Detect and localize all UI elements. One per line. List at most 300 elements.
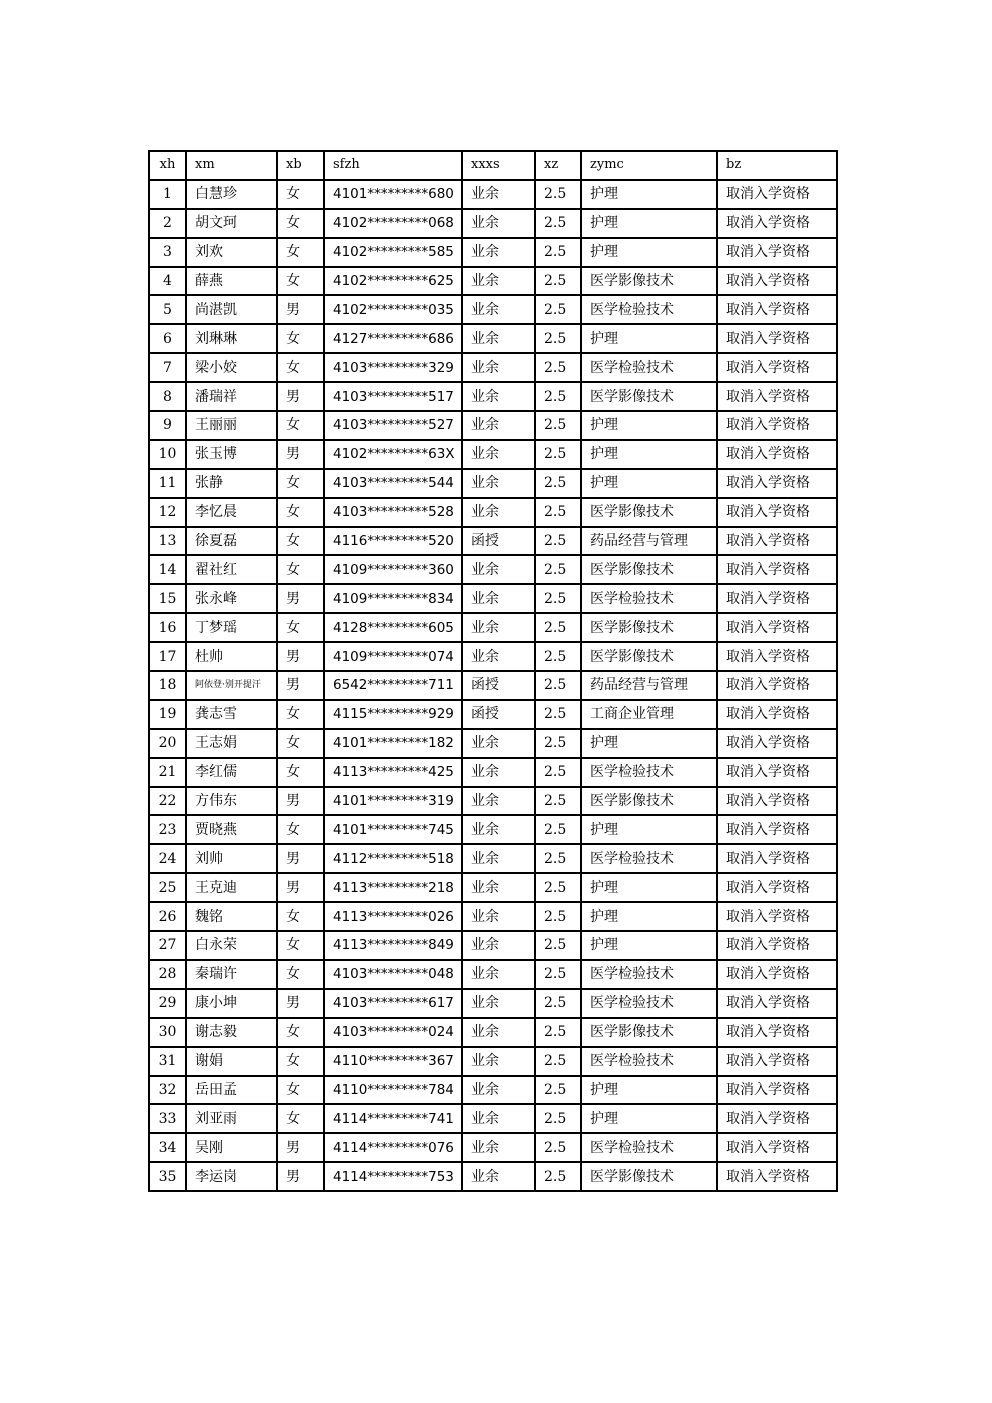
cell-xz: 2.5 [535,209,581,238]
table-row [149,873,837,902]
cell-sfzh: 4101*********319 [324,787,462,816]
cell-sfzh: 6542*********711 [324,671,462,700]
cell-sfzh: 4109*********834 [324,584,462,613]
cell-xb: 男 [277,873,324,902]
cell-bz: 取消入学资格 [717,902,837,931]
table-row [149,815,837,844]
cell-xm: 谢志毅 [186,1018,277,1047]
cell-xb: 女 [277,902,324,931]
cell-sfzh: 4113*********425 [324,758,462,787]
cell-sfzh: 4103*********617 [324,989,462,1018]
cell-xb: 女 [277,700,324,729]
cell-xh: 1 [149,180,186,209]
cell-zymc: 医学检验技术 [581,295,717,324]
table-row [149,844,837,873]
cell-bz: 取消入学资格 [717,1047,837,1076]
cell-xb: 女 [277,498,324,527]
cell-xb: 女 [277,353,324,382]
cell-xxxs: 函授 [462,671,535,700]
cell-sfzh: 4103*********527 [324,411,462,440]
cell-xxxs: 业余 [462,1076,535,1105]
cell-xxxs: 业余 [462,267,535,296]
cell-xz: 2.5 [535,267,581,296]
cell-xh: 16 [149,613,186,642]
cell-xz: 2.5 [535,873,581,902]
table-row [149,931,837,960]
cell-xxxs: 业余 [462,931,535,960]
table-row [149,729,837,758]
cell-xz: 2.5 [535,931,581,960]
cell-xxxs: 业余 [462,411,535,440]
cell-xxxs: 业余 [462,295,535,324]
cell-bz: 取消入学资格 [717,613,837,642]
cell-xxxs: 业余 [462,353,535,382]
cell-xh: 24 [149,844,186,873]
cell-xh: 21 [149,758,186,787]
cell-sfzh: 4101*********182 [324,729,462,758]
cell-bz: 取消入学资格 [717,382,837,411]
cell-xxxs: 业余 [462,1018,535,1047]
cell-xz: 2.5 [535,555,581,584]
cell-bz: 取消入学资格 [717,815,837,844]
cell-xh: 2 [149,209,186,238]
cell-xm: 李忆晨 [186,498,277,527]
cell-xm: 魏铭 [186,902,277,931]
cell-xxxs: 业余 [462,758,535,787]
cell-sfzh: 4128*********605 [324,613,462,642]
cell-xm: 白永荣 [186,931,277,960]
cell-xh: 33 [149,1104,186,1133]
cell-xz: 2.5 [535,989,581,1018]
cell-zymc: 护理 [581,440,717,469]
cell-xh: 27 [149,931,186,960]
cell-zymc: 工商企业管理 [581,700,717,729]
cell-xb: 女 [277,931,324,960]
cell-xz: 2.5 [535,295,581,324]
cell-xh: 19 [149,700,186,729]
cell-xh: 23 [149,815,186,844]
cell-xh: 6 [149,324,186,353]
cell-xxxs: 业余 [462,324,535,353]
cell-xb: 女 [277,180,324,209]
cell-xb: 女 [277,527,324,556]
cell-xxxs: 业余 [462,815,535,844]
cell-zymc: 护理 [581,469,717,498]
cell-xb: 男 [277,295,324,324]
cell-xz: 2.5 [535,238,581,267]
cell-bz: 取消入学资格 [717,324,837,353]
cell-xxxs: 业余 [462,873,535,902]
cell-xb: 男 [277,584,324,613]
cell-xz: 2.5 [535,498,581,527]
cell-xh: 32 [149,1076,186,1105]
cell-xxxs: 业余 [462,613,535,642]
cell-xz: 2.5 [535,1076,581,1105]
cell-xh: 30 [149,1018,186,1047]
cell-xm: 白慧珍 [186,180,277,209]
cell-xxxs: 业余 [462,584,535,613]
cell-zymc: 护理 [581,931,717,960]
cell-sfzh: 4110*********784 [324,1076,462,1105]
cell-xm: 李红儒 [186,758,277,787]
cell-sfzh: 4103*********544 [324,469,462,498]
cell-xm: 薛燕 [186,267,277,296]
cell-xm: 徐夏磊 [186,527,277,556]
cell-zymc: 医学检验技术 [581,989,717,1018]
cell-sfzh: 4113*********218 [324,873,462,902]
cell-zymc: 医学检验技术 [581,758,717,787]
cell-sfzh: 4103*********048 [324,960,462,989]
cell-xxxs: 业余 [462,469,535,498]
cell-xxxs: 函授 [462,700,535,729]
header-row [149,151,837,180]
column-header-zymc: zymc [581,151,717,180]
cell-xz: 2.5 [535,844,581,873]
cell-xxxs: 业余 [462,1162,535,1191]
cell-zymc: 护理 [581,411,717,440]
cell-xm: 梁小姣 [186,353,277,382]
cell-xxxs: 业余 [462,498,535,527]
cell-xxxs: 业余 [462,989,535,1018]
table-row [149,1133,837,1162]
cell-xm: 张玉博 [186,440,277,469]
table-row [149,584,837,613]
cell-xz: 2.5 [535,902,581,931]
cell-sfzh: 4114*********741 [324,1104,462,1133]
cell-xb: 男 [277,844,324,873]
cell-xb: 女 [277,613,324,642]
table-row [149,1018,837,1047]
cell-xz: 2.5 [535,180,581,209]
column-header-xm: xm [186,151,277,180]
cell-bz: 取消入学资格 [717,180,837,209]
cell-xb: 男 [277,671,324,700]
cell-sfzh: 4103*********329 [324,353,462,382]
cell-sfzh: 4127*********686 [324,324,462,353]
cell-bz: 取消入学资格 [717,584,837,613]
cell-xz: 2.5 [535,584,581,613]
table-row [149,180,837,209]
cell-zymc: 医学影像技术 [581,1162,717,1191]
cell-bz: 取消入学资格 [717,787,837,816]
cell-xb: 男 [277,642,324,671]
cell-sfzh: 4101*********745 [324,815,462,844]
cell-xm: 方伟东 [186,787,277,816]
cell-xz: 2.5 [535,787,581,816]
cell-bz: 取消入学资格 [717,1018,837,1047]
cell-sfzh: 4114*********076 [324,1133,462,1162]
cell-bz: 取消入学资格 [717,1162,837,1191]
cell-zymc: 医学影像技术 [581,787,717,816]
cell-bz: 取消入学资格 [717,353,837,382]
cell-xb: 女 [277,238,324,267]
table-row [149,642,837,671]
column-header-xb: xb [277,151,324,180]
cell-xm: 谢娟 [186,1047,277,1076]
cell-xz: 2.5 [535,527,581,556]
cell-xh: 22 [149,787,186,816]
cell-zymc: 药品经营与管理 [581,671,717,700]
table-row [149,324,837,353]
table-row [149,1076,837,1105]
cell-sfzh: 4109*********360 [324,555,462,584]
cell-sfzh: 4102*********035 [324,295,462,324]
cell-xb: 男 [277,787,324,816]
cell-zymc: 医学检验技术 [581,584,717,613]
cell-bz: 取消入学资格 [717,209,837,238]
cell-xz: 2.5 [535,469,581,498]
cell-xz: 2.5 [535,1133,581,1162]
cell-sfzh: 4109*********074 [324,642,462,671]
cell-xxxs: 业余 [462,209,535,238]
cell-zymc: 护理 [581,209,717,238]
cell-zymc: 护理 [581,729,717,758]
column-header-sfzh: sfzh [324,151,462,180]
cell-zymc: 护理 [581,1076,717,1105]
cell-bz: 取消入学资格 [717,931,837,960]
table-row [149,555,837,584]
cell-xb: 女 [277,729,324,758]
cell-xz: 2.5 [535,353,581,382]
cell-xb: 男 [277,989,324,1018]
cell-bz: 取消入学资格 [717,267,837,296]
cell-xh: 5 [149,295,186,324]
column-header-bz: bz [717,151,837,180]
cell-zymc: 医学检验技术 [581,960,717,989]
cell-xm: 翟社红 [186,555,277,584]
cell-sfzh: 4102*********63X [324,440,462,469]
cell-xh: 12 [149,498,186,527]
cell-xb: 女 [277,758,324,787]
table-row [149,758,837,787]
cell-xb: 女 [277,209,324,238]
cell-xm: 潘瑞祥 [186,382,277,411]
cell-xz: 2.5 [535,382,581,411]
cell-xh: 31 [149,1047,186,1076]
cell-bz: 取消入学资格 [717,1104,837,1133]
cell-bz: 取消入学资格 [717,411,837,440]
cell-xb: 女 [277,815,324,844]
cell-xb: 女 [277,411,324,440]
cell-xb: 男 [277,440,324,469]
table-row [149,267,837,296]
cell-xb: 男 [277,382,324,411]
cell-xb: 女 [277,1104,324,1133]
cell-xxxs: 业余 [462,180,535,209]
cell-xz: 2.5 [535,1162,581,1191]
cell-sfzh: 4101*********680 [324,180,462,209]
cell-sfzh: 4116*********520 [324,527,462,556]
table-row [149,1104,837,1133]
table-row [149,787,837,816]
cell-xb: 女 [277,960,324,989]
cell-xh: 13 [149,527,186,556]
cell-xm: 王志娟 [186,729,277,758]
cell-xm: 胡文珂 [186,209,277,238]
cell-zymc: 医学影像技术 [581,267,717,296]
cell-xb: 男 [277,1162,324,1191]
cell-zymc: 护理 [581,815,717,844]
cell-bz: 取消入学资格 [717,555,837,584]
table-row [149,527,837,556]
cell-sfzh: 4103*********024 [324,1018,462,1047]
cell-xh: 4 [149,267,186,296]
cell-xb: 女 [277,267,324,296]
cell-xh: 11 [149,469,186,498]
table-row [149,238,837,267]
cell-xz: 2.5 [535,1104,581,1133]
cell-zymc: 医学检验技术 [581,353,717,382]
cell-xm: 刘帅 [186,844,277,873]
table-row [149,469,837,498]
cell-xz: 2.5 [535,815,581,844]
cell-zymc: 护理 [581,902,717,931]
cell-xz: 2.5 [535,960,581,989]
cell-xm: 王克迪 [186,873,277,902]
cell-xm: 刘琳琳 [186,324,277,353]
cell-xz: 2.5 [535,671,581,700]
table-row [149,902,837,931]
cell-zymc: 医学影像技术 [581,498,717,527]
cell-xxxs: 业余 [462,787,535,816]
cell-sfzh: 4102*********585 [324,238,462,267]
cell-bz: 取消入学资格 [717,873,837,902]
cell-xz: 2.5 [535,729,581,758]
table-row [149,353,837,382]
table-row [149,440,837,469]
cell-bz: 取消入学资格 [717,758,837,787]
cell-zymc: 医学检验技术 [581,1133,717,1162]
cell-xh: 7 [149,353,186,382]
cell-bz: 取消入学资格 [717,1133,837,1162]
cell-xh: 35 [149,1162,186,1191]
cell-xh: 26 [149,902,186,931]
column-header-xxxs: xxxs [462,151,535,180]
cell-xh: 25 [149,873,186,902]
cell-bz: 取消入学资格 [717,960,837,989]
cell-xm: 岳田孟 [186,1076,277,1105]
cell-xxxs: 业余 [462,382,535,411]
cell-xm: 康小坤 [186,989,277,1018]
cell-xxxs: 业余 [462,844,535,873]
cell-bz: 取消入学资格 [717,844,837,873]
cell-bz: 取消入学资格 [717,469,837,498]
cell-xb: 女 [277,555,324,584]
cell-bz: 取消入学资格 [717,295,837,324]
cell-xm: 杜帅 [186,642,277,671]
cell-zymc: 护理 [581,238,717,267]
table-row [149,295,837,324]
cell-xh: 34 [149,1133,186,1162]
cell-bz: 取消入学资格 [717,527,837,556]
cell-xm: 张静 [186,469,277,498]
table-row [149,613,837,642]
cell-sfzh: 4114*********753 [324,1162,462,1191]
cell-xm: 刘欢 [186,238,277,267]
cell-sfzh: 4103*********528 [324,498,462,527]
table-row [149,960,837,989]
cell-zymc: 医学影像技术 [581,642,717,671]
cell-xz: 2.5 [535,440,581,469]
cell-xm: 丁梦瑶 [186,613,277,642]
cell-xz: 2.5 [535,758,581,787]
cell-xh: 18 [149,671,186,700]
cell-xb: 女 [277,324,324,353]
cell-xh: 28 [149,960,186,989]
cell-xz: 2.5 [535,1018,581,1047]
cell-xh: 29 [149,989,186,1018]
cell-zymc: 医学影像技术 [581,613,717,642]
table-body [149,151,837,1191]
table-row [149,1047,837,1076]
table-row [149,700,837,729]
cell-xm: 阿依登·别开提汗 [186,671,277,700]
table-row [149,209,837,238]
cell-xb: 女 [277,1076,324,1105]
cell-bz: 取消入学资格 [717,671,837,700]
cell-xz: 2.5 [535,324,581,353]
cell-zymc: 医学影像技术 [581,555,717,584]
cell-xh: 20 [149,729,186,758]
cell-xh: 10 [149,440,186,469]
cell-xh: 14 [149,555,186,584]
cell-xz: 2.5 [535,700,581,729]
cell-bz: 取消入学资格 [717,498,837,527]
cell-xxxs: 业余 [462,1047,535,1076]
cell-bz: 取消入学资格 [717,642,837,671]
cell-zymc: 药品经营与管理 [581,527,717,556]
cell-bz: 取消入学资格 [717,440,837,469]
cell-zymc: 医学检验技术 [581,844,717,873]
table-row [149,498,837,527]
cell-xm: 秦瑞许 [186,960,277,989]
table-row [149,1162,837,1191]
cell-sfzh: 4102*********625 [324,267,462,296]
table-row [149,671,837,700]
cell-xz: 2.5 [535,1047,581,1076]
cell-xh: 15 [149,584,186,613]
cell-xm: 贾晓燕 [186,815,277,844]
cell-sfzh: 4110*********367 [324,1047,462,1076]
cell-xm: 龚志雪 [186,700,277,729]
cell-bz: 取消入学资格 [717,238,837,267]
cell-xxxs: 业余 [462,238,535,267]
cell-xm: 王丽丽 [186,411,277,440]
cell-xb: 女 [277,469,324,498]
column-header-xh: xh [149,151,186,180]
cell-xxxs: 业余 [462,642,535,671]
cell-sfzh: 4102*********068 [324,209,462,238]
cell-xm: 刘亚雨 [186,1104,277,1133]
cell-xxxs: 业余 [462,902,535,931]
cell-xz: 2.5 [535,613,581,642]
cell-xxxs: 业余 [462,729,535,758]
cell-sfzh: 4115*********929 [324,700,462,729]
cell-xxxs: 业余 [462,960,535,989]
cell-zymc: 护理 [581,1104,717,1133]
cell-xz: 2.5 [535,411,581,440]
cell-xb: 女 [277,1047,324,1076]
cell-xxxs: 函授 [462,527,535,556]
cell-xm: 张永峰 [186,584,277,613]
cell-zymc: 护理 [581,180,717,209]
student-roster-table [148,150,838,1192]
cell-xxxs: 业余 [462,1104,535,1133]
cell-xxxs: 业余 [462,440,535,469]
table-row [149,382,837,411]
cell-xb: 女 [277,1018,324,1047]
cell-xm: 尚湛凯 [186,295,277,324]
